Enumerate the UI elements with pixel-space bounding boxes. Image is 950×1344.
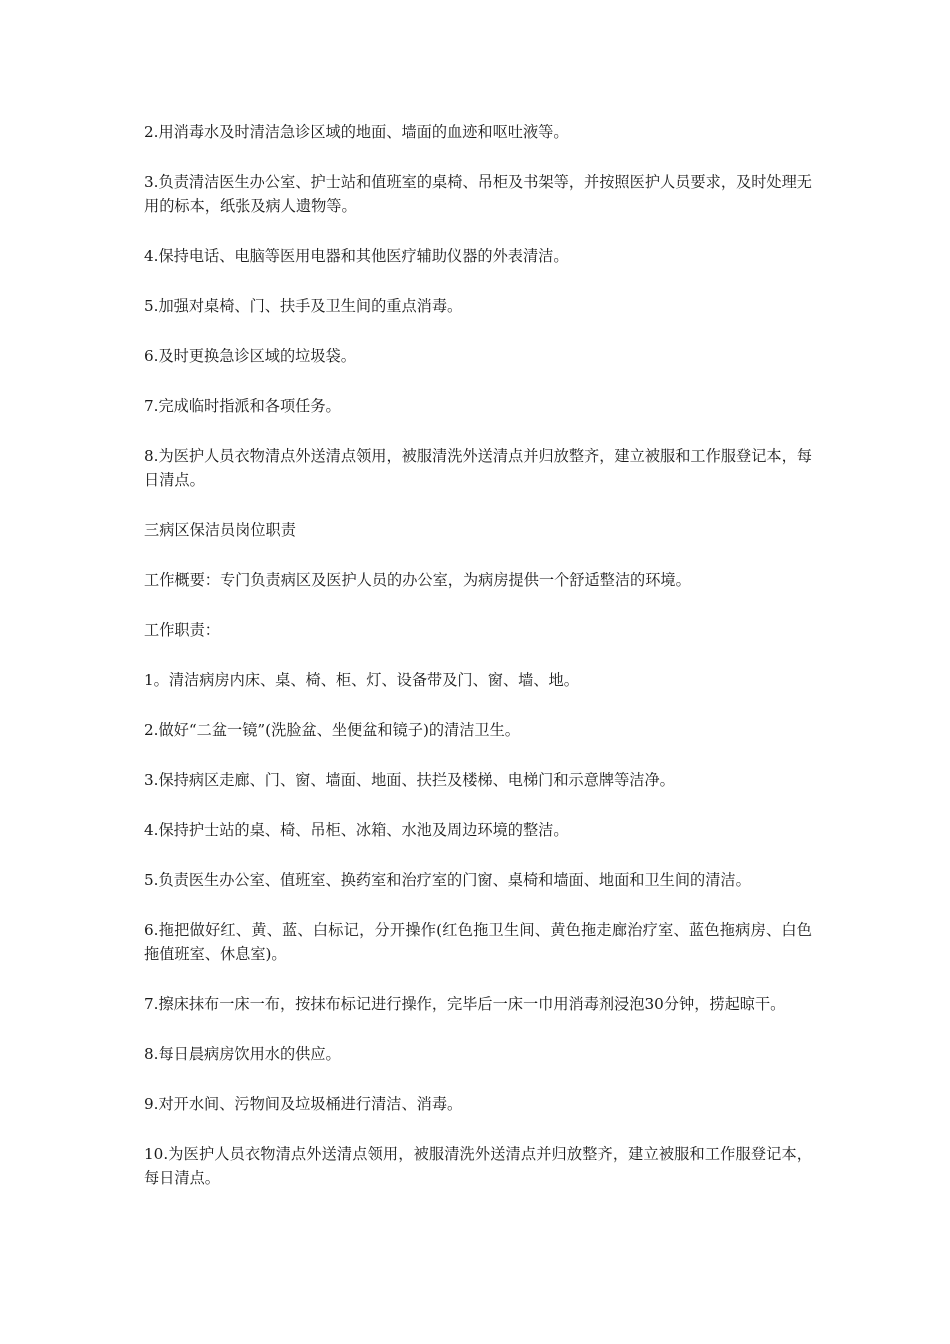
work-duties-label: 工作职责： [144, 621, 220, 639]
paragraph-ward-duty-3: 3.保持病区走廊、门、窗、墙面、地面、扶拦及楼梯、电梯门和示意牌等洁净。 [144, 771, 675, 789]
paragraph-duty-6: 6.及时更换急诊区域的垃圾袋。 [144, 347, 356, 365]
paragraph-ward-duty-4: 4.保持护士站的桌、椅、吊柜、冰箱、水池及周边环境的整洁。 [144, 821, 569, 839]
paragraph-ward-duty-2: 2.做好“二盆一镜”(洗脸盆、坐便盆和镜子)的清洁卫生。 [144, 721, 520, 739]
paragraph-ward-duty-8: 8.每日晨病房饮用水的供应。 [144, 1045, 341, 1063]
paragraph-duty-5: 5.加强对桌椅、门、扶手及卫生间的重点消毒。 [144, 297, 463, 315]
paragraph-ward-duty-7: 7.擦床抹布一床一布，按抹布标记进行操作，完毕后一床一巾用消毒剂浸泡30分钟，捞起晾干。 [144, 995, 786, 1013]
paragraph-duty-7: 7.完成临时指派和各项任务。 [144, 397, 341, 415]
paragraph-duty-8: 8.为医护人员衣物清点外送清点领用，被服清洗外送清点并归放整齐，建立被服和工作服登记本，每日清点。 [144, 447, 812, 489]
paragraph-duty-2: 2.用消毒水及时清洁急诊区域的地面、墙面的血迹和呕吐液等。 [144, 123, 569, 141]
paragraph-ward-duty-10: 10.为医护人员衣物清点外送清点领用，被服清洗外送清点并归放整齐，建立被服和工作服登记本，每日清点。 [144, 1145, 812, 1187]
paragraph-ward-duty-6: 6.拖把做好红、黄、蓝、白标记，分开操作(红色拖卫生间、黄色拖走廊治疗室、蓝色拖病房、白色拖值班室、休息室)。 [144, 921, 812, 963]
paragraph-ward-duty-9: 9.对开水间、污物间及垃圾桶进行清洁、消毒。 [144, 1095, 463, 1113]
work-overview: 工作概要：专门负责病区及医护人员的办公室，为病房提供一个舒适整洁的环境。 [144, 571, 691, 589]
paragraph-ward-duty-5: 5.负责医生办公室、值班室、换药室和治疗室的门窗、桌椅和墙面、地面和卫生间的清洁。 [144, 871, 751, 889]
paragraph-duty-4: 4.保持电话、电脑等医用电器和其他医疗辅助仪器的外表清洁。 [144, 247, 569, 265]
document-body [144, 120, 812, 1216]
paragraph-duty-3: 3.负责清洁医生办公室、护士站和值班室的桌椅、吊柜及书架等，并按照医护人员要求，及时处理无用的标本，纸张及病人遗物等。 [144, 173, 812, 215]
section-heading: 三病区保洁员岗位职责 [144, 521, 296, 539]
paragraph-ward-duty-1: 1。清洁病房内床、桌、椅、柜、灯、设备带及门、窗、墙、地。 [144, 671, 579, 689]
